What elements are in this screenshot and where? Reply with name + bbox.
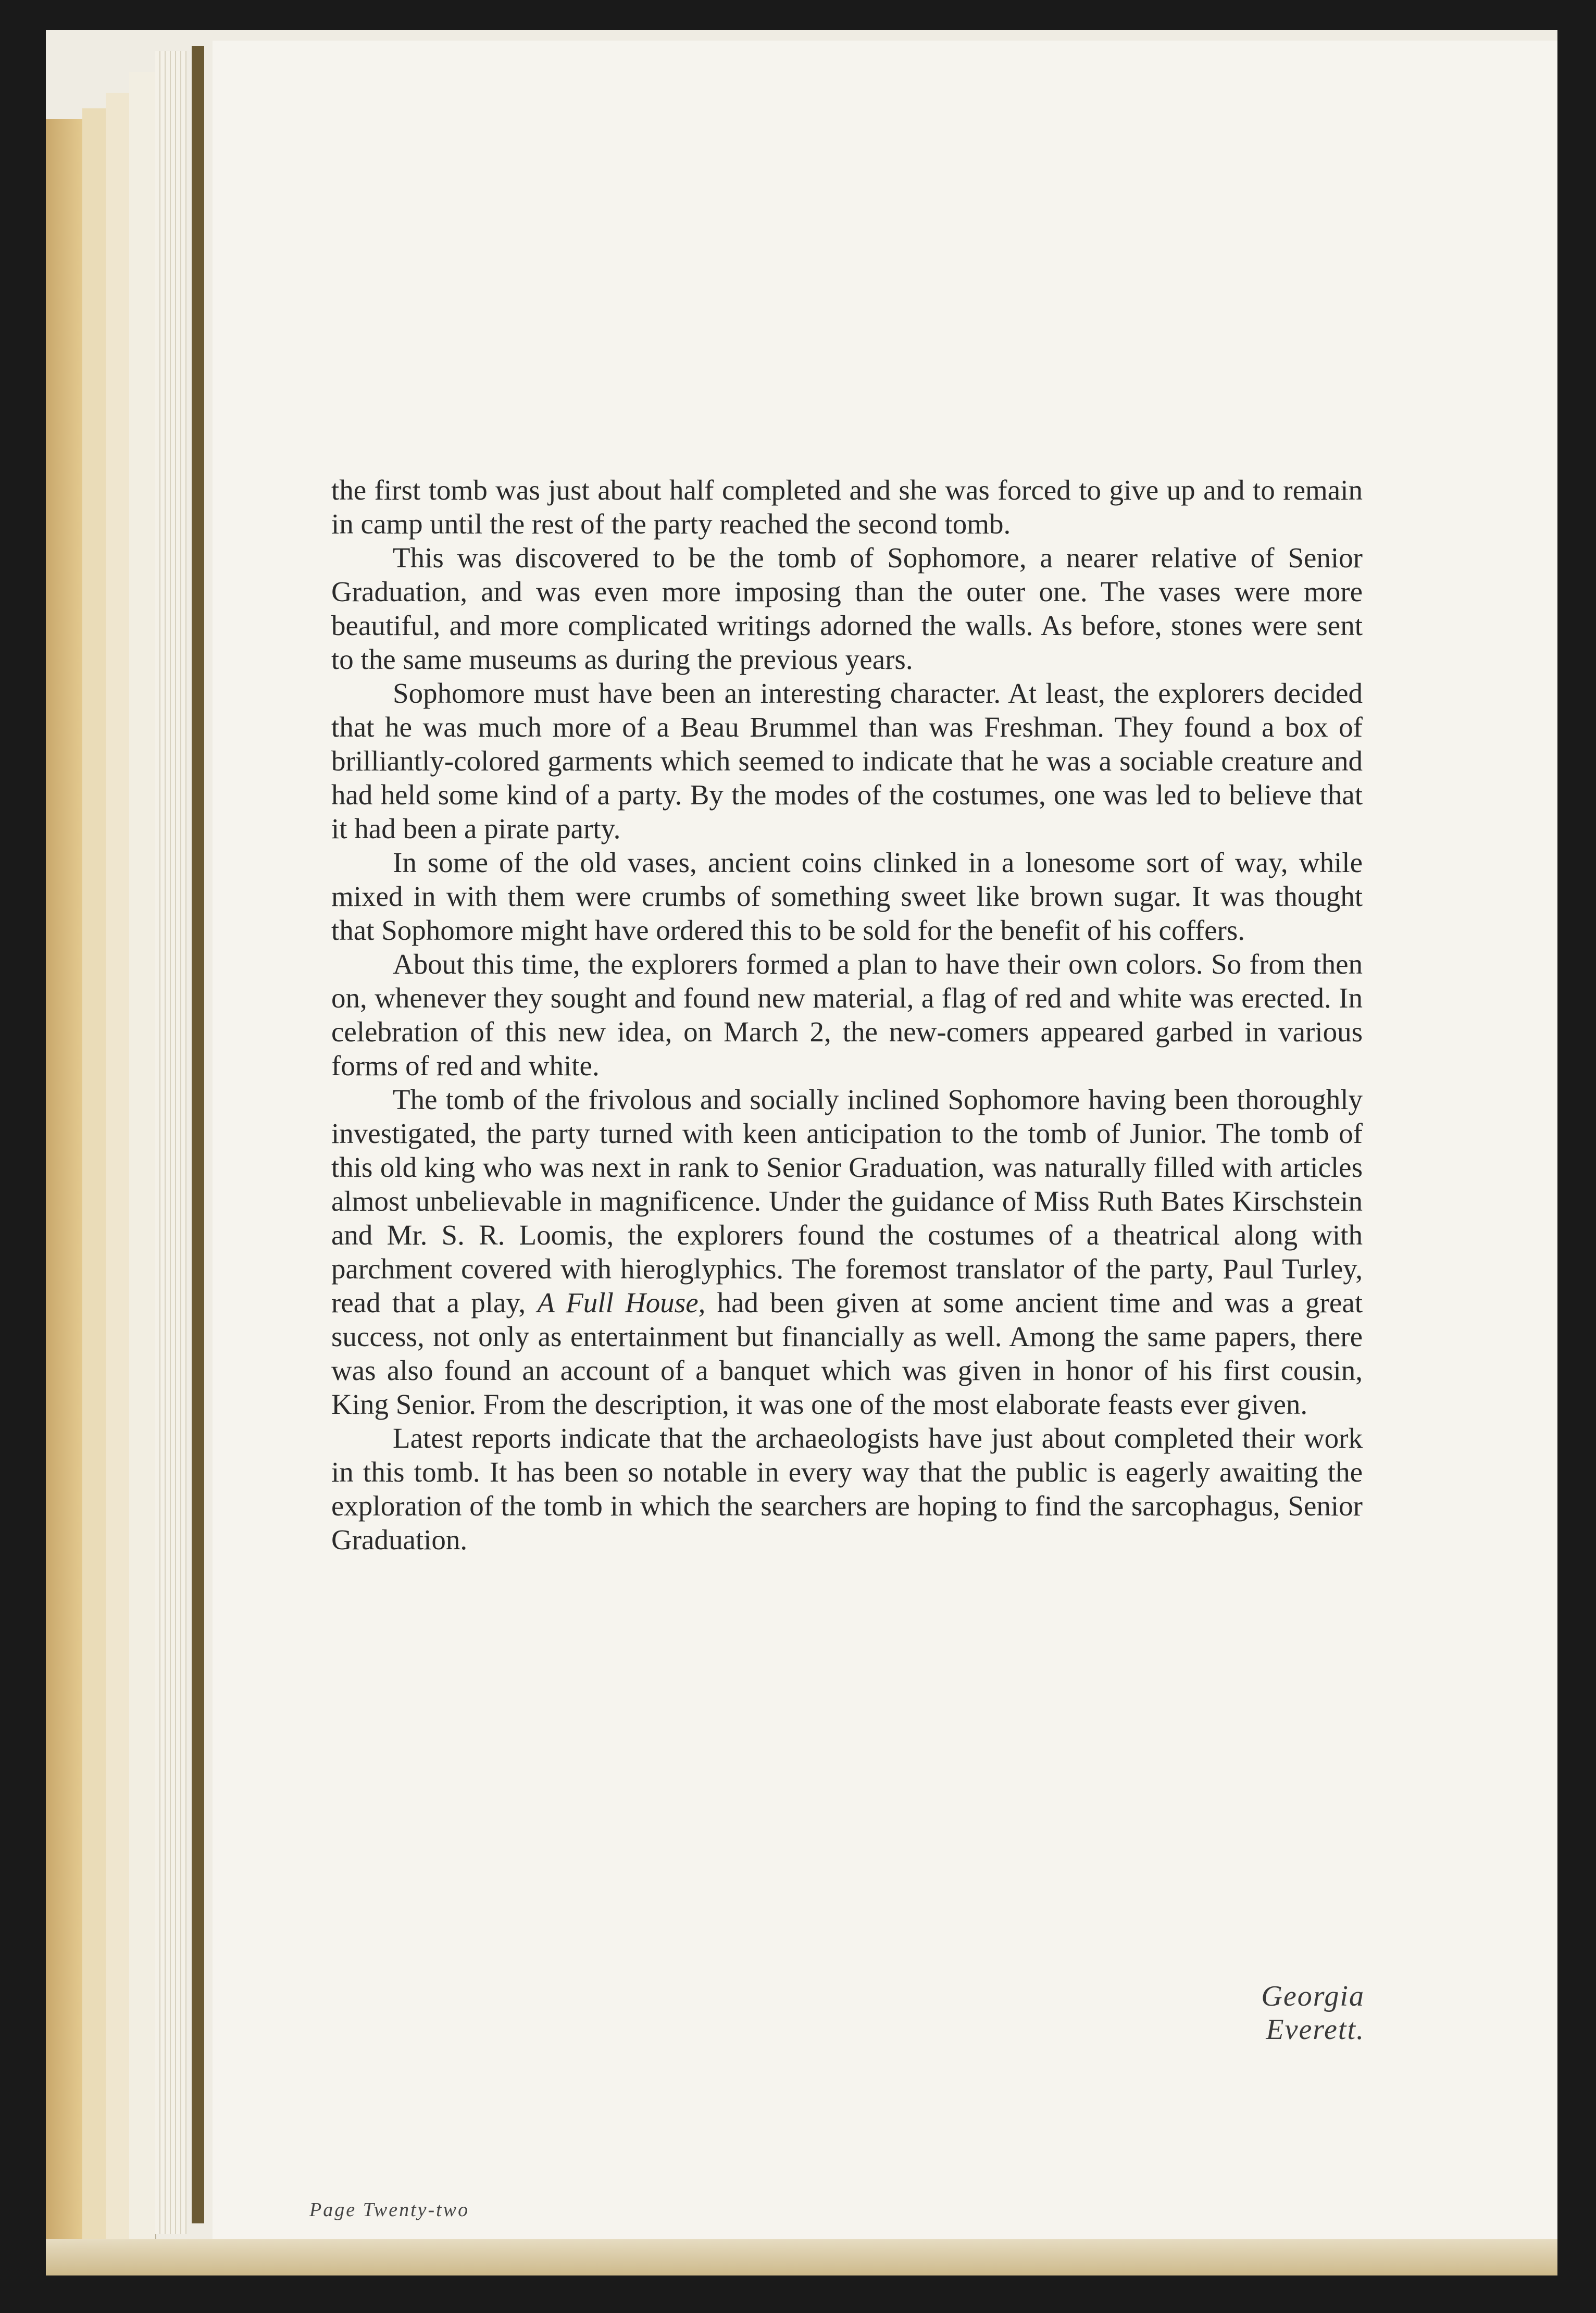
paragraph-text: had been given at some ancient time and was a great success, not only as entertainment but financially as well. Among the same papers, there was also found an account of a banquet which was given in honor of his first cousin, King Senior. From the description, it was one of the most elaborate feasts ever given. <box>331 1287 1363 1420</box>
page-edge <box>155 51 186 2234</box>
paragraph-text: The tomb of the frivolous and socially inclined Sophomore having been thoroughly investigated, the party turned with keen anticipation to the tomb of Junior. The tomb of this old king who was next in rank to Senior Graduation, was naturally filled with articles almost unbelievable in magnificence. Under the guidance of Miss Ruth Bates Kirschstein and Mr. S. R. Loomis, the explorers found the costumes of a theatrical along with parchment covered with hieroglyphics. The foremost translator of the party, Paul Turley, read that a play, <box>331 1084 1363 1319</box>
paragraph: In some of the old vases, ancient coins clinked in a lonesome sort of way, while mixed in with them were crumbs of something sweet like brown sugar. It was thought that Sophomore might have ordered this to be sold for the benefit of his coffers. <box>331 847 1363 946</box>
paragraph: About this time, the explorers formed a plan to have their own colors. So from then on, whenever they sought and found new material, a flag of red and white was erected. In celebration of this new idea, on March 2, the new-comers appeared garbed in various forms of red and white. <box>331 948 1363 1081</box>
page-edge <box>129 72 156 2239</box>
paragraph: Latest reports indicate that the archaeologists have just about completed their work in this tomb. It has been so notable in every way that the public is eagerly awaiting the exploration of the tomb in which the searchers are hoping to find the sarcophagus, Senior Graduation. <box>331 1422 1363 1556</box>
page-edge <box>106 93 129 2244</box>
paragraph: the first tomb was just about half completed and she was forced to give up and to remain in camp until the rest of the party reached the second tomb. <box>331 474 1363 540</box>
play-title: A Full House, <box>537 1287 706 1319</box>
article-text <box>331 473 1363 1557</box>
paragraph: Sophomore must have been an interesting character. At least, the explorers decided that he was much more of a Beau Brummel than was Freshman. They found a box of brilliantly-colored garments which seemed to indicate that he was a sociable creature and had held some kind of a party. By the modes of the costumes, one was led to believe that it had been a pirate party. <box>331 677 1363 844</box>
page-edge <box>82 108 106 2249</box>
page-number: Page Twenty-two <box>309 2199 470 2221</box>
binding-gutter <box>192 46 204 2223</box>
author-signature: Georgia Everett. <box>1261 1980 1365 2046</box>
page-bottom-edge <box>46 2239 1557 2275</box>
page-edge <box>46 119 82 2255</box>
paragraph <box>331 1083 1363 1421</box>
paragraph: This was discovered to be the tomb of Sophomore, a nearer relative of Senior Graduation, and was even more imposing than the outer one. The vases were more beautiful, and more complicated writings adorned the walls. As before, stones were sent to the same museums as during the previous years. <box>331 542 1363 675</box>
